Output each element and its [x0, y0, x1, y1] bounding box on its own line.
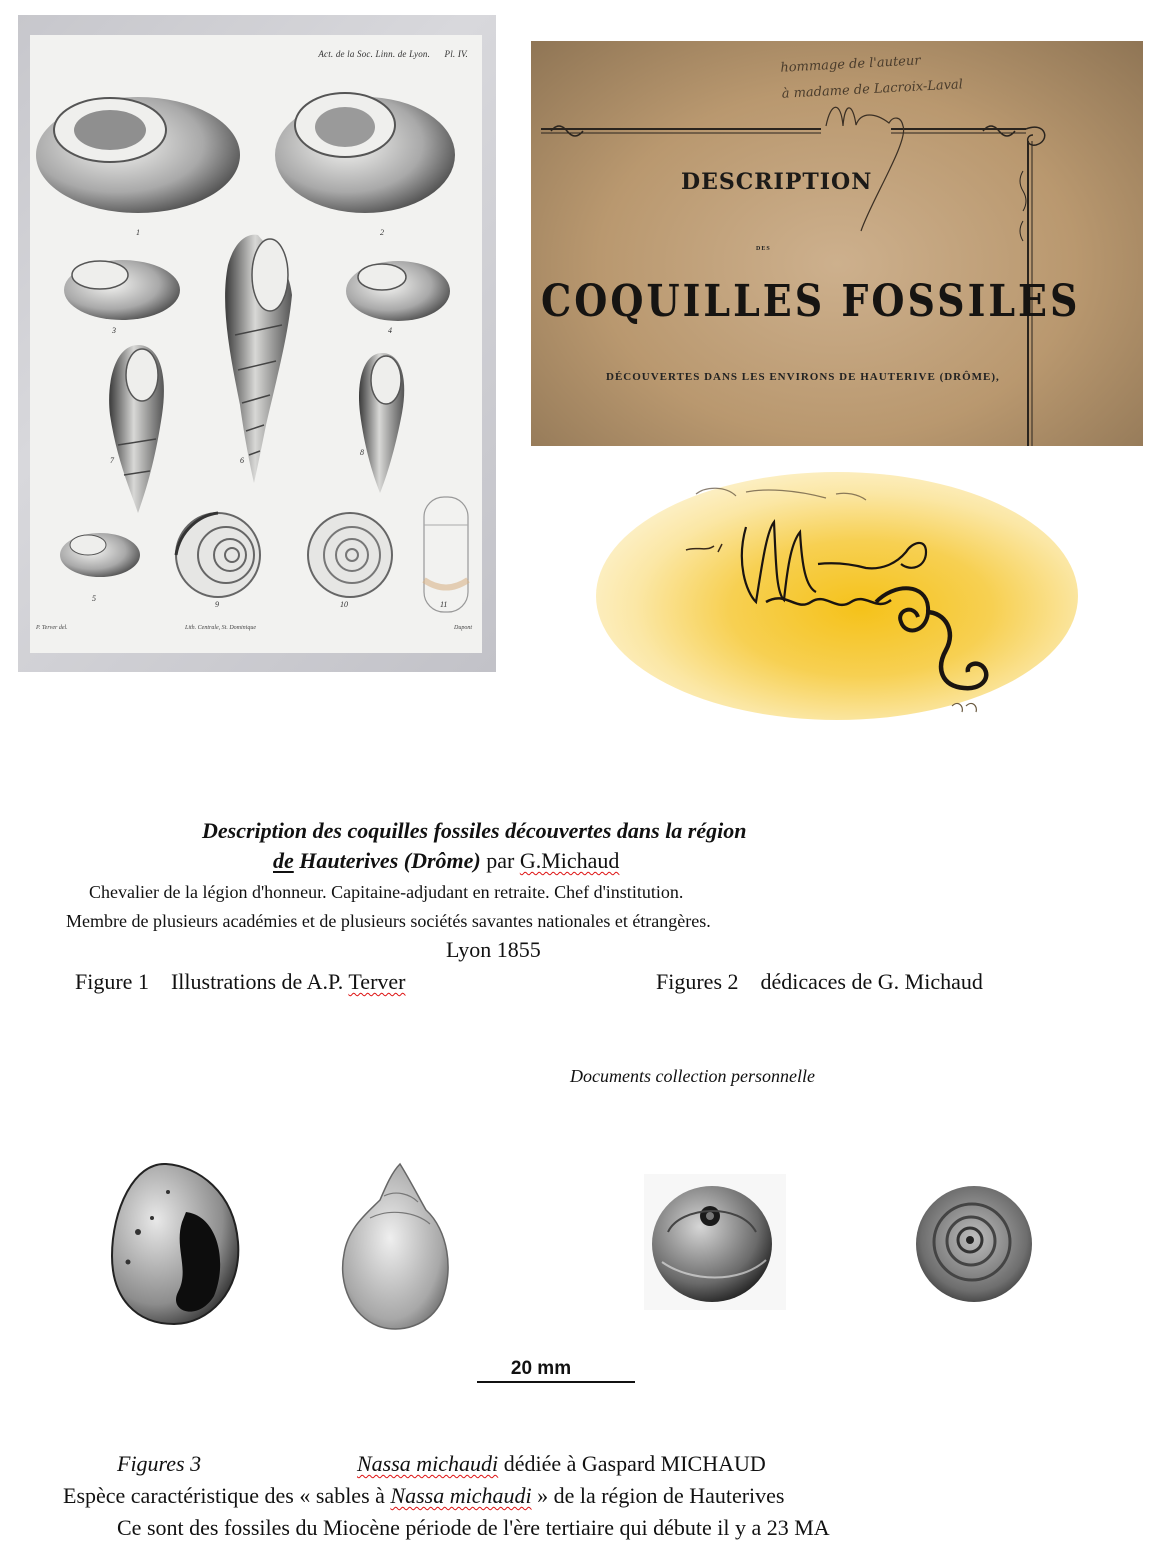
- caption-title-place: Hauterives (Drôme): [299, 848, 481, 873]
- book-subtitle: DÉCOUVERTES DANS LES ENVIRONS DE HAUTERIVE (DRÔME),: [606, 371, 1000, 383]
- figure-3-line2-end: » de la région de Hauterives: [537, 1483, 785, 1508]
- shell-drawings: [30, 35, 482, 653]
- plate-number-8: 8: [360, 448, 364, 457]
- plate-shell-5: [60, 533, 140, 577]
- fossil-photo-2-dorsal: [330, 1160, 470, 1338]
- caption-title-line-2: [273, 848, 619, 874]
- fossil-photo-4-spiral: [910, 1180, 1040, 1310]
- plate-credit-publisher: Dupont: [454, 625, 472, 631]
- plate-number-6: 6: [240, 456, 244, 465]
- title-page-ornaments: [531, 41, 1143, 446]
- figure-3-line2-start: Espèce caractéristique des « sables à: [63, 1483, 385, 1508]
- fossil-photo-1-aperture: [78, 1152, 266, 1332]
- figure-1-artist: Terver: [348, 969, 406, 994]
- plate-credit-artist: P. Terver del.: [36, 625, 68, 631]
- dedication-line-2: à madame de Lacroix-Laval: [781, 77, 964, 102]
- figure-2-text: dédicaces de G. Michaud: [760, 969, 983, 994]
- figure-3-description-line-3: Ce sont des fossiles du Miocène période de l'ère tertiaire qui débute il y a 23 MA: [117, 1515, 830, 1540]
- figure-2-label: Figures 2: [656, 969, 739, 994]
- caption-place-year: Lyon 1855: [446, 937, 541, 962]
- scale-bar-line: [477, 1381, 635, 1383]
- plate-number-9: 9: [215, 600, 219, 609]
- caption-figure-2: [656, 969, 983, 995]
- figure-3-species-line: [357, 1451, 766, 1477]
- figure-2-signature-closeup: [596, 472, 1078, 720]
- caption-figure-1: [75, 969, 406, 995]
- plate-shell-11-outline: [424, 497, 468, 612]
- figure-3-dedication: dédiée à Gaspard MICHAUD: [503, 1451, 766, 1476]
- caption-title-par: par: [486, 848, 515, 873]
- plate-number-10: 10: [340, 600, 348, 609]
- caption-title-author: G.Michaud: [519, 848, 620, 873]
- plate-shell-3: [64, 260, 180, 320]
- figure-3-species: Nassa michaudi: [357, 1451, 499, 1476]
- plate-credit-printer: Lith. Centrale, St. Dominique: [185, 625, 256, 631]
- figure-3-label: Figures 3: [117, 1451, 202, 1476]
- plate-shell-1: [36, 97, 240, 213]
- figure-2-title-page: [531, 41, 1143, 446]
- figure-3-description-line-2: [63, 1483, 785, 1509]
- plate-shell-9: [176, 513, 260, 597]
- figure-1-plate: [18, 15, 496, 672]
- scale-bar: [477, 1358, 635, 1383]
- caption-title-de: de: [273, 848, 294, 873]
- book-title-main: COQUILLES FOSSILES: [541, 274, 1081, 327]
- caption-author-credentials-1: Chevalier de la légion d'honneur. Capitaine-adjudant en retraite. Chef d'institution.: [89, 882, 684, 902]
- plate-shell-2: [275, 93, 455, 213]
- plate-shell-7: [109, 345, 164, 513]
- plate-shell-10: [308, 513, 392, 597]
- plate-header-journal: Act. de la Soc. Linn. de Lyon.: [318, 49, 431, 59]
- source-note: Documents collection personnelle: [570, 1066, 815, 1086]
- figure-1-label: Figure 1: [75, 969, 149, 994]
- caption-author-credentials-2: Membre de plusieurs académies et de plusieurs sociétés savantes nationales et étrangères.: [66, 911, 711, 931]
- plate-number-3: 3: [112, 326, 116, 335]
- figure-3-line2-species: Nassa michaudi: [390, 1483, 532, 1508]
- plate-number-11: 11: [440, 600, 448, 609]
- plate-shell-8: [359, 353, 404, 493]
- scale-bar-label: 20 mm: [510, 1358, 572, 1379]
- plate-header-number: Pl. IV.: [444, 49, 468, 59]
- signature-drawing: [596, 472, 1078, 720]
- fossil-photo-3-apical: [640, 1172, 790, 1312]
- plate-shell-6: [225, 235, 292, 483]
- caption-title-line-1: Description des coquilles fossiles découvertes dans la région: [202, 818, 747, 843]
- plate-number-2: 2: [380, 228, 384, 237]
- plate-paper: [30, 35, 482, 653]
- plate-number-7: 7: [110, 456, 114, 465]
- plate-number-5: 5: [92, 594, 96, 603]
- book-title-description: DESCRIPTION: [681, 169, 873, 195]
- plate-number-1: 1: [136, 228, 140, 237]
- dedication-line-1: hommage de l'auteur: [780, 53, 921, 76]
- plate-shell-4: [346, 261, 450, 321]
- figure-1-text: Illustrations de A.P.: [170, 969, 344, 994]
- plate-number-4: 4: [388, 326, 392, 335]
- book-title-des: DES: [756, 246, 771, 252]
